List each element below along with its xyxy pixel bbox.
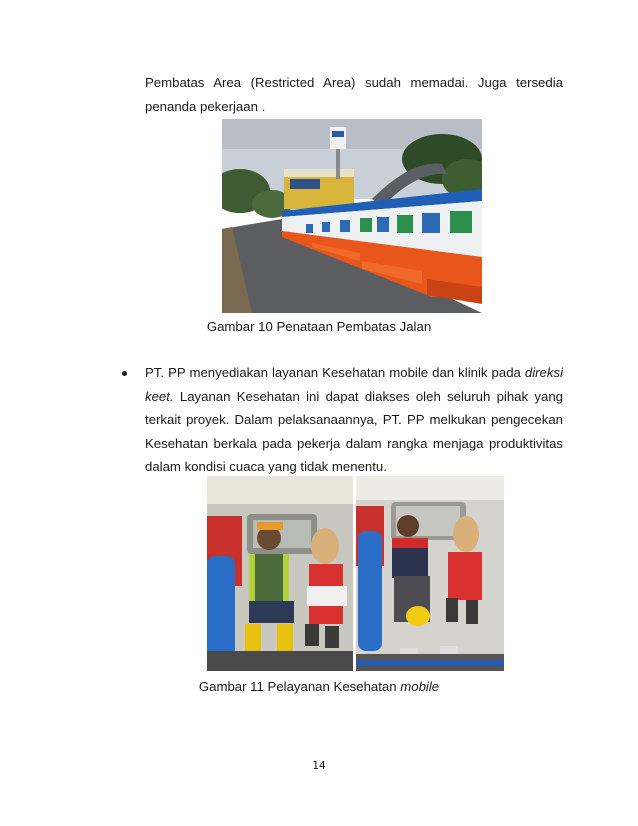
figure-11-caption	[0, 678, 638, 696]
ambulance-photo-right	[356, 476, 504, 671]
bullet-text-part1: PT. PP menyediakan layanan Kesehatan mobile dan klinik pada	[145, 365, 525, 380]
figure-10-caption: Gambar 10 Penataan Pembatas Jalan	[206, 319, 432, 334]
paragraph-restricted-area	[145, 71, 563, 118]
ambulance-photo-left	[207, 476, 353, 671]
figure-11-caption-italic: mobile	[400, 679, 440, 694]
paragraph-health-service	[145, 361, 563, 479]
bullet-text-part2: Layanan Kesehatan ini dapat diakses oleh seluruh pihak yang terkait proyek. Dalam pelaksanaannya, PT. PP melkukan pengecekan Kesehatan berkala pada pekerja dalam rangka menjaga produktivitas dalam kondisi cuaca yang tidak menentu.	[145, 388, 563, 474]
bullet-point	[122, 371, 127, 376]
paragraph-text: Pembatas Area (Restricted Area) sudah memadai. Juga tersedia penanda pekerjaan .	[145, 75, 563, 114]
page-number: 14	[312, 760, 326, 772]
road-barrier-photo	[222, 119, 482, 313]
figure-11-caption-text: Gambar 11 Pelayanan Kesehatan	[198, 679, 401, 694]
bullet-text-italic: direksi keet.	[145, 365, 563, 404]
